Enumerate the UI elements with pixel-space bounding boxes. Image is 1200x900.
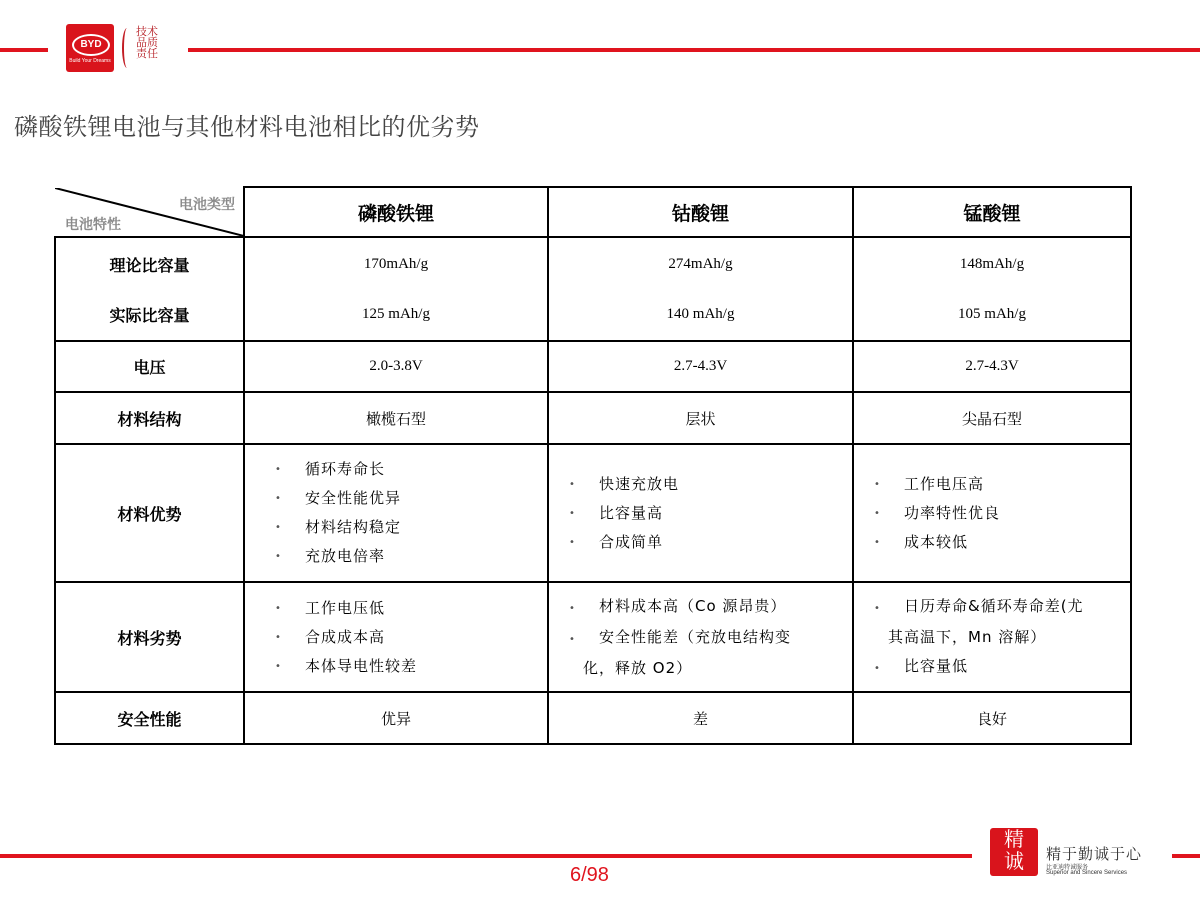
safety-lmo: 良好	[853, 692, 1131, 744]
actual-capacity-value: 105 mAh/g	[958, 305, 1026, 322]
table-row-voltage	[55, 341, 1131, 392]
footer-line-right	[1172, 854, 1200, 858]
structure-lfp: 橄榄石型	[244, 392, 548, 444]
advantages-lfp-list	[245, 455, 547, 571]
corner-type-label: 电池类型	[179, 196, 235, 213]
list-item: • 充放电倍率	[275, 542, 547, 571]
seal-char: 精	[1004, 827, 1024, 851]
row-label-structure: 材料结构	[55, 392, 244, 444]
list-item: • 安全性能优异	[275, 484, 547, 513]
voltage-lmo: 2.7-4.3V	[853, 341, 1131, 392]
table-row-structure	[55, 392, 1131, 444]
theory-capacity-value: 274mAh/g	[668, 255, 733, 272]
list-item: • 材料结构稳定	[275, 513, 547, 542]
theory-capacity-value: 170mAh/g	[363, 255, 429, 272]
seal-char: 诚	[1004, 849, 1024, 873]
safety-lco: 差	[548, 692, 853, 744]
advantages-lco-list	[549, 470, 852, 557]
list-item: • 比容量低	[874, 652, 1130, 683]
column-header-lmo: 锰酸锂	[853, 187, 1131, 237]
list-item: • 比容量高	[569, 499, 852, 528]
row-label-actual: 实际比容量	[109, 305, 190, 325]
row-label-safety: 安全性能	[55, 692, 244, 744]
table-row-disadvantages	[55, 582, 1131, 692]
disadvantages-lmo	[853, 582, 1131, 692]
safety-lfp: 优异	[244, 692, 548, 744]
disadvantages-lfp-list	[245, 594, 547, 681]
header-line-right	[188, 48, 1200, 52]
list-item: • 日历寿命&循环寿命差(尤	[874, 592, 1130, 623]
byd-logo	[66, 24, 114, 72]
row-label-advantages: 材料优势	[55, 444, 244, 582]
footer-slogan-small: 比亚迪特诚服务	[1046, 864, 1089, 871]
list-item: • 工作电压高	[874, 470, 1130, 499]
list-item: • 合成成本高	[275, 623, 547, 652]
corner-cell	[55, 187, 244, 237]
row-label-capacity	[55, 237, 244, 341]
list-item: • 合成简单	[569, 528, 852, 557]
list-item-continuation: 其高温下，Mn 溶解）	[888, 627, 1047, 646]
header-line-left	[0, 48, 48, 52]
table-row-safety	[55, 692, 1131, 744]
row-label-disadvantages: 材料劣势	[55, 582, 244, 692]
page-title: 磷酸铁锂电池与其他材料电池相比的优劣势	[14, 113, 480, 141]
advantages-lco	[548, 444, 853, 582]
column-header-lco: 钴酸锂	[548, 187, 853, 237]
row-label-voltage: 电压	[55, 341, 244, 392]
disadvantages-lco	[548, 582, 853, 692]
capacity-lmo	[853, 237, 1131, 341]
column-header-lfp: 磷酸铁锂	[244, 187, 548, 237]
motto-bracket	[122, 28, 132, 68]
list-item: • 材料成本高（Co 源昂贵）	[569, 592, 852, 623]
byd-logo-tagline: Build Your Dreams	[69, 58, 111, 64]
list-item: • 成本较低	[874, 528, 1130, 557]
list-item: • 快速充放电	[569, 470, 852, 499]
list-item-continuation: 化，释放 O2）	[583, 658, 693, 677]
actual-capacity-value: 125 mAh/g	[362, 305, 430, 322]
advantages-lmo-list	[854, 470, 1130, 557]
actual-capacity-value: 140 mAh/g	[666, 305, 735, 322]
structure-lmo: 尖晶石型	[853, 392, 1131, 444]
theory-capacity-value: 148mAh/g	[959, 255, 1025, 272]
list-item: • 工作电压低	[275, 594, 547, 623]
footer-slogan: 精于勤诚于心	[1046, 845, 1143, 863]
row-label-theory: 理论比容量	[109, 255, 190, 275]
capacity-lco	[548, 237, 853, 341]
corner-property-label: 电池特性	[65, 216, 121, 233]
disadvantages-lfp	[244, 582, 548, 692]
advantages-lmo	[853, 444, 1131, 582]
list-item: • 本体导电性较差	[275, 652, 547, 681]
footer-slogan-english: Superior and Sincere Services	[1046, 870, 1128, 876]
motto-logo	[122, 26, 168, 72]
voltage-lco: 2.7-4.3V	[548, 341, 853, 392]
voltage-lfp: 2.0-3.8V	[244, 341, 548, 392]
list-item: • 循环寿命长	[275, 455, 547, 484]
byd-logo-text: BYD	[72, 34, 110, 56]
table-header-row	[55, 187, 1131, 237]
list-item: • 功率特性优良	[874, 499, 1130, 528]
table-row-capacity	[55, 237, 1131, 341]
page-number: 6/98	[570, 864, 609, 886]
advantages-lfp	[244, 444, 548, 582]
footer-line-left	[0, 854, 972, 858]
motto-text: 技术品质责任	[136, 25, 158, 60]
comparison-table	[54, 186, 1132, 745]
list-item: • 安全性能差（充放电结构变	[569, 623, 852, 654]
structure-lco: 层状	[548, 392, 853, 444]
seal-logo	[990, 828, 1038, 876]
capacity-lfp	[244, 237, 548, 341]
table-row-advantages	[55, 444, 1131, 582]
